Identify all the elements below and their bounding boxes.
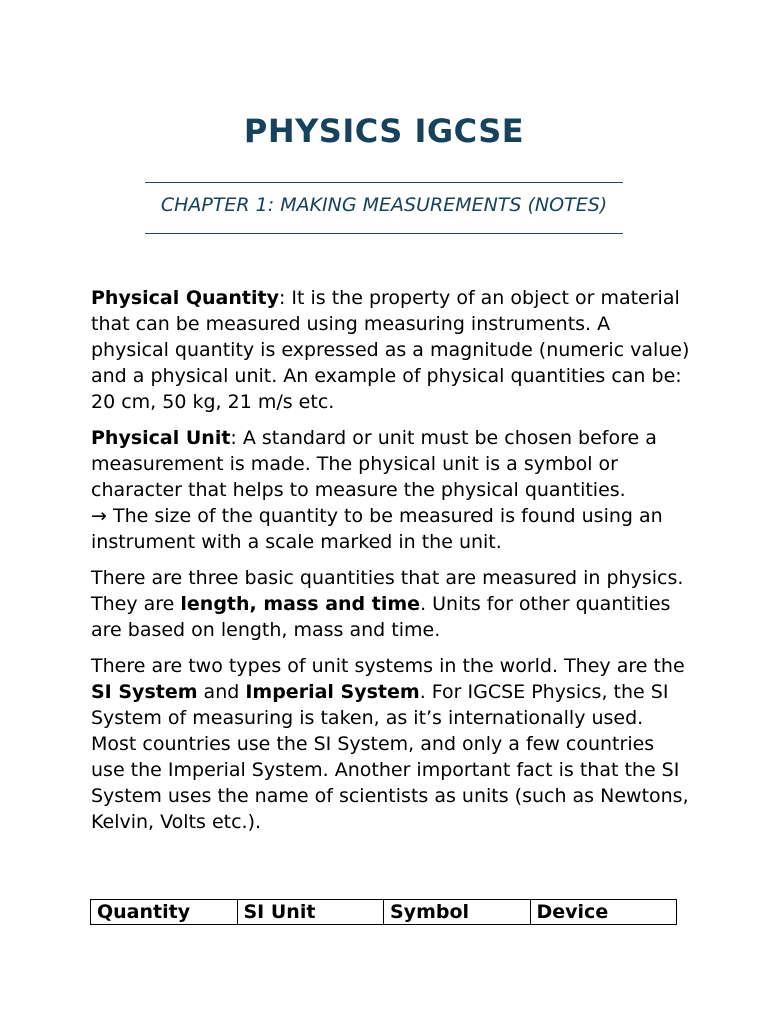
definition-physical-unit: : A standard or unit must be chosen before a measurement is made. The physical unit is a symbol or character that helps to measure the physical quantities. (91, 427, 657, 501)
header-device: Device (530, 900, 677, 925)
header-symbol: Symbol (384, 900, 531, 925)
arrow-note: The size of the quantity to be measured is found using an instrument with a scale marked in the unit. (91, 505, 663, 553)
subtitle-bottom-rule (145, 233, 623, 234)
chapter-subtitle: CHAPTER 1: MAKING MEASUREMENTS (NOTES) (160, 194, 608, 216)
unit-systems-outro: . For IGCSE Physics, the SI System of measuring is taken, as it’s internationally used. Most countries use the SI System, and only a few countries use the Imperial System. Another important fact is that the SI System uses the name of scientists as units (such as Newtons, Kelvin, Volts etc.). (91, 681, 689, 833)
paragraph-physical-quantity (91, 285, 691, 415)
imperial-system-term: Imperial System (245, 681, 420, 703)
paragraph-unit-systems (91, 653, 691, 835)
page-title: PHYSICS IGCSE (243, 112, 525, 150)
definition-physical-quantity: : It is the property of an object or material that can be measured using measuring instruments. A physical quantity is expressed as a magnitude (numeric value) and a physical unit. An example of physical quantities can be: 20 cm, 50 kg, 21 m/s etc. (91, 287, 690, 413)
basic-quantities-outro: . Units for other quantities are based on length, mass and time. (91, 593, 671, 641)
header-quantity: Quantity (91, 900, 238, 925)
basic-quantities-list: length, mass and time (180, 593, 421, 615)
term-physical-quantity: Physical Quantity (91, 287, 279, 309)
arrow-icon: → (91, 505, 107, 527)
notes-body (91, 285, 691, 845)
si-system-term: SI System (91, 681, 198, 703)
paragraph-physical-unit (91, 425, 691, 555)
unit-systems-and: and (197, 681, 246, 703)
units-table (90, 899, 677, 925)
unit-systems-intro: There are two types of unit systems in the world. They are the (91, 655, 685, 677)
basic-quantities-intro: There are three basic quantities that are measured in physics. They are (91, 567, 684, 615)
table-header-row (91, 900, 677, 925)
subtitle-top-rule (145, 182, 623, 183)
header-si-unit: SI Unit (237, 900, 384, 925)
paragraph-basic-quantities (91, 565, 691, 643)
term-physical-unit: Physical Unit (91, 427, 231, 449)
